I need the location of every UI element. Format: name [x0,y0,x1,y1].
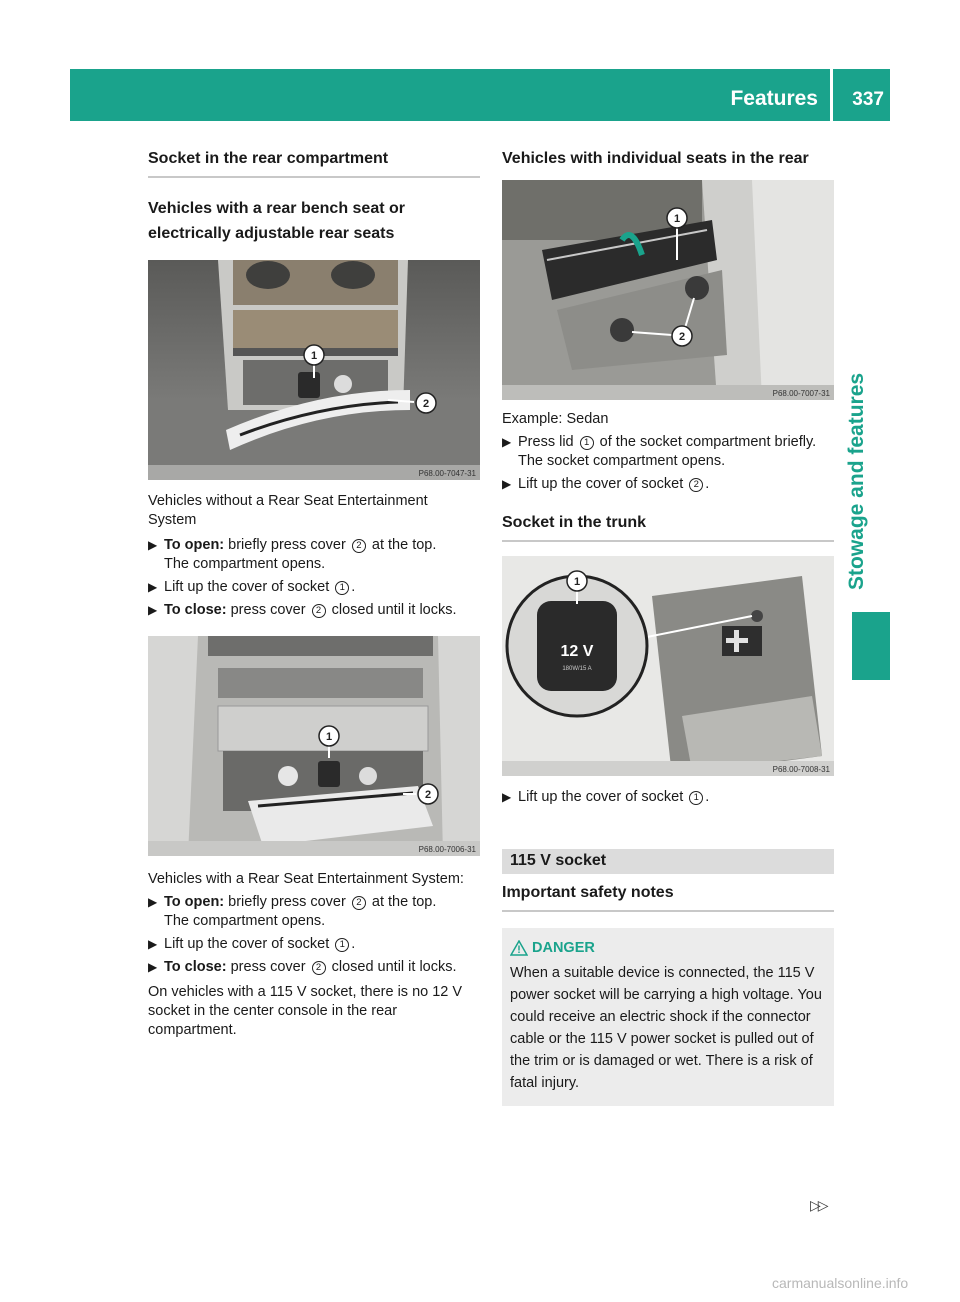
side-tab-label: Stowage and features [845,372,868,590]
individual-console-image [502,180,834,400]
section-title-individual: Vehicles with individual seats in the rear [502,150,809,167]
arrow-icon: ▶ [148,603,158,617]
arrow-icon: ▶ [502,477,512,491]
left-column [148,150,480,1040]
photo-code: P68.00-7008-31 [772,765,830,774]
continue-arrow-icon: ▷▷ [810,1197,826,1213]
note-115v: On vehicles with a 115 V socket, there is no 12 V socket in the center console in the rear compartment. [148,984,463,1038]
step: ▶ To close: press cover 2 closed until it locks. [148,602,457,618]
socket-label: 12 V [560,643,594,660]
step: ▶ Lift up the cover of socket 1 . [502,789,710,805]
photo-code: P68.00-7006-31 [418,845,476,854]
right-column [502,150,834,1106]
header-bar [70,69,890,121]
arrow-icon: ▶ [148,580,158,594]
step: ▶ To close: press cover 2 closed until it locks. [148,959,457,975]
photo-trunk [502,556,834,776]
steps-without-rse [148,536,480,620]
step: ▶ Lift up the cover of socket 1 . [148,579,356,595]
header-title: Features [730,87,818,110]
arrow-icon: ▶ [148,937,158,951]
arrow-icon: ▶ [502,435,512,449]
step: ▶ Lift up the cover of socket 2 . [502,476,710,492]
svg-text:1: 1 [325,731,333,743]
caption-without-rse: Vehicles without a Rear Seat Entertainment System [148,493,428,528]
step: ▶ Press lid 1 of the socket compartment briefly. The socket compartment opens. [502,433,834,471]
steps-individual [502,433,834,494]
step: ▶ Lift up the cover of socket 1 . [148,936,356,952]
caption-with-rse: Vehicles with a Rear Seat Entertainment System: [148,871,464,887]
svg-text:2: 2 [424,789,432,801]
callout-number: 1 [689,791,703,805]
callout-number: 1 [580,436,594,450]
callout-number: 2 [352,896,366,910]
section-title-rear: Socket in the rear compartment [148,150,480,178]
example-label: Example: Sedan [502,411,609,427]
side-tab-block [852,612,890,680]
arrow-icon: ▶ [148,895,158,909]
photo-rear-rse [148,636,480,856]
rear-console-image [148,260,480,480]
arrow-icon: ▶ [502,790,512,804]
photo-individual-seats [502,180,834,400]
socket-rating: 180W/15 A [562,666,592,672]
callout-number: 2 [689,478,703,492]
svg-text:2: 2 [422,398,430,410]
header-separator [830,69,833,121]
svg-text:1: 1 [673,213,681,225]
section-title-trunk: Socket in the trunk [502,514,834,542]
warning-triangle-icon [510,940,528,956]
page-number: 337 [852,89,884,110]
callout-number: 2 [352,539,366,553]
arrow-icon: ▶ [148,538,158,552]
trunk-image [502,556,834,776]
arrow-icon: ▶ [148,960,158,974]
steps-trunk [502,788,834,807]
sub-title-bench: Vehicles with a rear bench seat or electrically adjustable rear seats [148,200,405,242]
photo-rear-bench [148,260,480,480]
step-result: The compartment opens. [164,556,326,572]
watermark: carmanualsonline.info [772,1275,909,1291]
step: ▶ To open: briefly press cover 2 at the top. The compartment opens. [148,536,480,574]
section-band-115v: 115 V socket [502,849,834,874]
danger-header [510,940,826,956]
callout-number: 1 [335,581,349,595]
callout-number: 2 [312,961,326,975]
svg-text:1: 1 [573,576,581,588]
danger-box [502,928,834,1106]
photo-code: P68.00-7007-31 [772,389,830,398]
safety-title: Important safety notes [502,884,834,912]
callout-number: 2 [312,604,326,618]
danger-label: DANGER [532,940,595,956]
callout-number: 1 [335,938,349,952]
photo-code: P68.00-7047-31 [418,469,476,478]
svg-text:2: 2 [678,331,686,343]
steps-with-rse [148,893,480,977]
rear-console-rse-image [148,636,480,856]
svg-text:1: 1 [310,350,318,362]
danger-text: When a suitable device is connected, the 115 V power socket will be carrying a high voltage. You could receive an electric shock if the connector cable or the 115 V power socket is pulled out of the trim or is damaged or wet. There is a risk of fatal injury. [510,965,822,1091]
step-result: The compartment opens. [164,913,326,929]
step: ▶ To open: briefly press cover 2 at the top. The compartment opens. [148,893,480,931]
step-result: The socket compartment opens. [518,453,726,469]
